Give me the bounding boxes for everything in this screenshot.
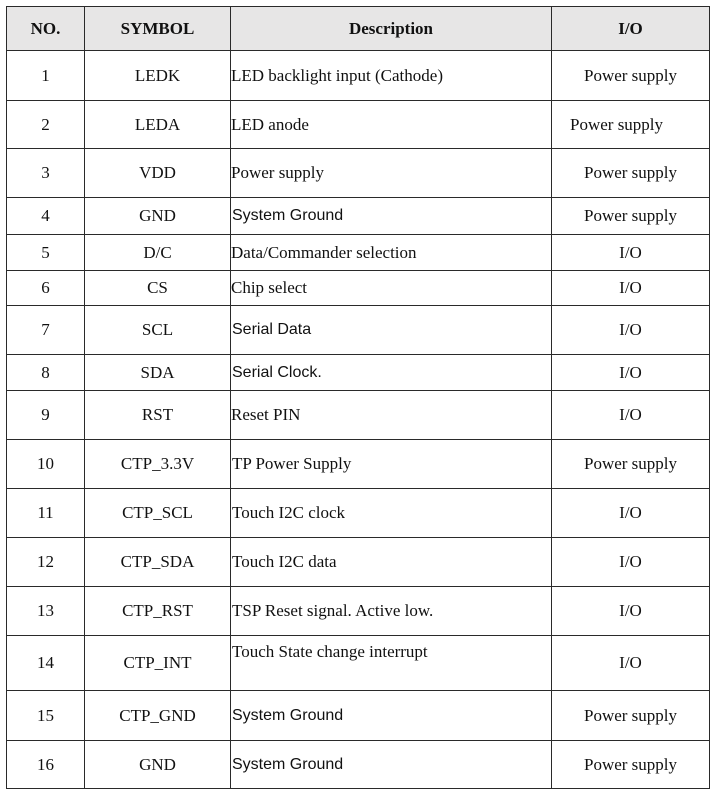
header-symbol: SYMBOL	[85, 7, 231, 51]
table-row	[7, 440, 710, 489]
pin-symbol: D/C	[85, 235, 231, 271]
table-row	[7, 198, 710, 235]
table-row	[7, 391, 710, 440]
table-row	[7, 51, 710, 101]
table-row	[7, 235, 710, 271]
pin-io: I/O	[552, 355, 710, 391]
pin-description: LED anode	[231, 101, 552, 149]
pin-symbol: LEDK	[85, 51, 231, 101]
pin-description: System Ground	[231, 741, 552, 789]
pin-number: 9	[7, 391, 85, 440]
pin-io: I/O	[552, 538, 710, 587]
pin-io: Power supply	[552, 149, 710, 198]
pin-symbol: CTP_3.3V	[85, 440, 231, 489]
pin-number: 7	[7, 306, 85, 355]
pin-io: I/O	[552, 636, 710, 691]
pin-io: I/O	[552, 391, 710, 440]
pin-symbol: LEDA	[85, 101, 231, 149]
header-no: NO.	[7, 7, 85, 51]
table-row	[7, 101, 710, 149]
table-row	[7, 691, 710, 741]
pin-symbol: GND	[85, 741, 231, 789]
pin-number: 14	[7, 636, 85, 691]
pin-number: 2	[7, 101, 85, 149]
header-io: I/O	[552, 7, 710, 51]
table-row	[7, 587, 710, 636]
pin-description: Serial Data	[231, 306, 552, 355]
pin-number: 3	[7, 149, 85, 198]
pin-symbol: RST	[85, 391, 231, 440]
pin-symbol: VDD	[85, 149, 231, 198]
table-row	[7, 741, 710, 789]
pin-description: Touch State change interrupt	[231, 636, 552, 691]
pin-number: 13	[7, 587, 85, 636]
pin-symbol: CTP_INT	[85, 636, 231, 691]
pin-number: 15	[7, 691, 85, 741]
pin-io: Power supply	[552, 440, 710, 489]
pin-number: 1	[7, 51, 85, 101]
pin-number: 5	[7, 235, 85, 271]
pin-description: Touch I2C data	[231, 538, 552, 587]
pin-io: Power supply	[552, 51, 710, 101]
pin-io: I/O	[552, 489, 710, 538]
table-header	[7, 7, 710, 51]
pin-io: I/O	[552, 587, 710, 636]
pin-symbol: SCL	[85, 306, 231, 355]
header-row	[7, 7, 710, 51]
pin-description: TP Power Supply	[231, 440, 552, 489]
pin-description: Data/Commander selection	[231, 235, 552, 271]
pin-number: 12	[7, 538, 85, 587]
pin-symbol: GND	[85, 198, 231, 235]
pin-number: 11	[7, 489, 85, 538]
table-row	[7, 538, 710, 587]
pin-number: 4	[7, 198, 85, 235]
pin-description: Reset PIN	[231, 391, 552, 440]
pin-io: I/O	[552, 235, 710, 271]
table-row	[7, 489, 710, 538]
pin-symbol: CTP_RST	[85, 587, 231, 636]
pin-definition-table	[6, 6, 710, 789]
pin-io: I/O	[552, 306, 710, 355]
pin-number: 8	[7, 355, 85, 391]
pin-symbol: CTP_SCL	[85, 489, 231, 538]
header-description: Description	[231, 7, 552, 51]
pin-io: Power supply	[552, 691, 710, 741]
pin-description: Touch I2C clock	[231, 489, 552, 538]
table-row	[7, 355, 710, 391]
pin-description: Chip select	[231, 271, 552, 306]
pin-description: System Ground	[231, 198, 552, 235]
pin-io: I/O	[552, 271, 710, 306]
pin-symbol: CTP_SDA	[85, 538, 231, 587]
pin-number: 10	[7, 440, 85, 489]
pin-number: 16	[7, 741, 85, 789]
pin-description: LED backlight input (Cathode)	[231, 51, 552, 101]
pin-symbol: CS	[85, 271, 231, 306]
pin-description: Power supply	[231, 149, 552, 198]
pin-symbol: SDA	[85, 355, 231, 391]
table-row	[7, 271, 710, 306]
pin-description: Serial Clock.	[231, 355, 552, 391]
pin-description: System Ground	[231, 691, 552, 741]
pin-io: Power supply	[552, 198, 710, 235]
table-row	[7, 636, 710, 691]
pin-description: TSP Reset signal. Active low.	[231, 587, 552, 636]
pin-io: Power supply	[552, 101, 710, 149]
pin-symbol: CTP_GND	[85, 691, 231, 741]
table-row	[7, 306, 710, 355]
table-body	[7, 51, 710, 789]
table-row	[7, 149, 710, 198]
pin-number: 6	[7, 271, 85, 306]
pin-io: Power supply	[552, 741, 710, 789]
